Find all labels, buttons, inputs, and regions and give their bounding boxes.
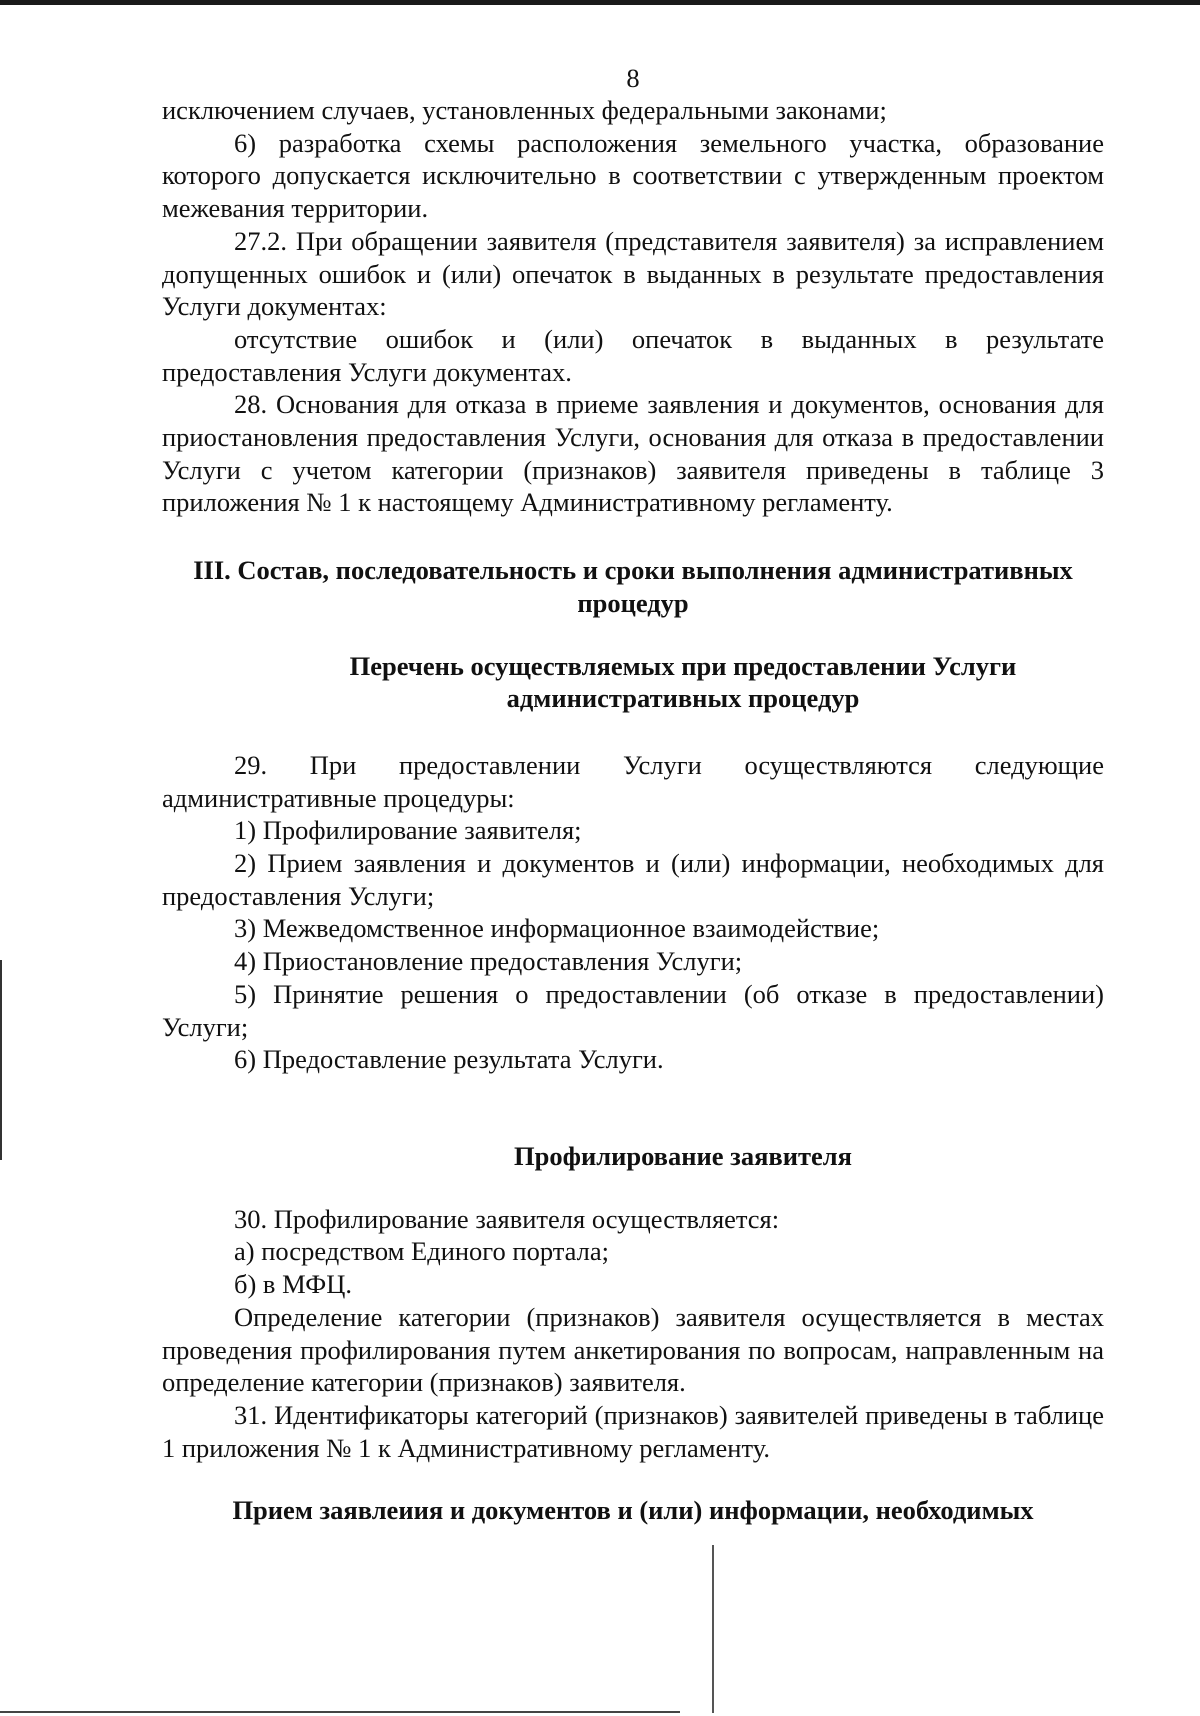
procedure-item: 3) Межведомственное информационное взаимодействие;	[234, 913, 880, 944]
paragraph-no-errors: отсутствие ошибок и (или) опечаток в выданных в результате предоставления Услуги документах.	[162, 323, 1104, 387]
profiling-title: Профилирование заявителя	[514, 1140, 852, 1171]
paragraph-31: 31. Идентификаторы категорий (признаков) заявителей приведены в таблице 1 приложения № 1 к Административному регламенту.	[162, 1399, 1104, 1463]
subsection-title: Перечень осуществляемых при предоставлении Услуги административных процедур	[349, 650, 1017, 714]
paragraph-30: 30. Профилирование заявителя осуществляется:	[234, 1203, 780, 1234]
paragraph-28: 28. Основания для отказа в приеме заявления и документов, основания для приостановления предоставления Услуги, основания для отказа в предоставлении Услуги с учетом категории (признаков) заявителя приведены в таблице 3 приложения № 1 к настоящему Административному регламенту.	[162, 389, 1104, 518]
procedure-item: 4) Приостановление предоставления Услуги;	[234, 946, 743, 977]
scan-edge-left	[0, 960, 2, 1160]
document-page	[162, 62, 1104, 1527]
procedure-item: 6) Предоставление результата Услуги.	[234, 1044, 664, 1075]
paragraph-item-6: 6) разработка схемы расположения земельного участка, образование которого допускается исключительно в соответствии с утвержденным проектом межевания территории.	[162, 127, 1104, 224]
paragraph-continuation: исключением случаев, установленных федеральными законами;	[162, 95, 887, 125]
profiling-item-b: б) в МФЦ.	[234, 1269, 352, 1300]
scan-edge-bottom	[0, 1711, 680, 1713]
section-title: III. Состав, последовательность и сроки выполнения административных процедур	[193, 555, 1073, 618]
procedure-item: 5) Принятие решения о предоставлении (об отказе в предоставлении) Услуги;	[162, 978, 1104, 1042]
paragraph-27-2: 27.2. При обращении заявителя (представителя заявителя) за исправлением допущенных ошибок и (или) опечаток в выданных в результате предоставления Услуги документах:	[162, 225, 1104, 322]
procedure-item: 2) Прием заявления и документов и (или) информации, необходимых для предоставления Услуги;	[162, 848, 1104, 911]
scan-edge-top	[0, 0, 1200, 5]
page-number: 8	[626, 63, 640, 93]
next-section-title: Прием заявлеиия и документов и (или) информации, необходимых	[232, 1495, 1034, 1526]
profiling-item-a: а) посредством Единого портала;	[234, 1236, 609, 1267]
paragraph-29: 29. При предоставлении Услуги осуществляются следующие административные процедуры:	[162, 749, 1104, 813]
procedure-item: 1) Профилирование заявителя;	[234, 815, 582, 846]
scan-fold-line	[712, 1545, 714, 1713]
paragraph-category-definition: Определение категории (признаков) заявителя осуществляется в местах проведения профилирования путем анкетирования по вопросам, направленным на определение категории (признаков) заявителя.	[162, 1301, 1104, 1398]
